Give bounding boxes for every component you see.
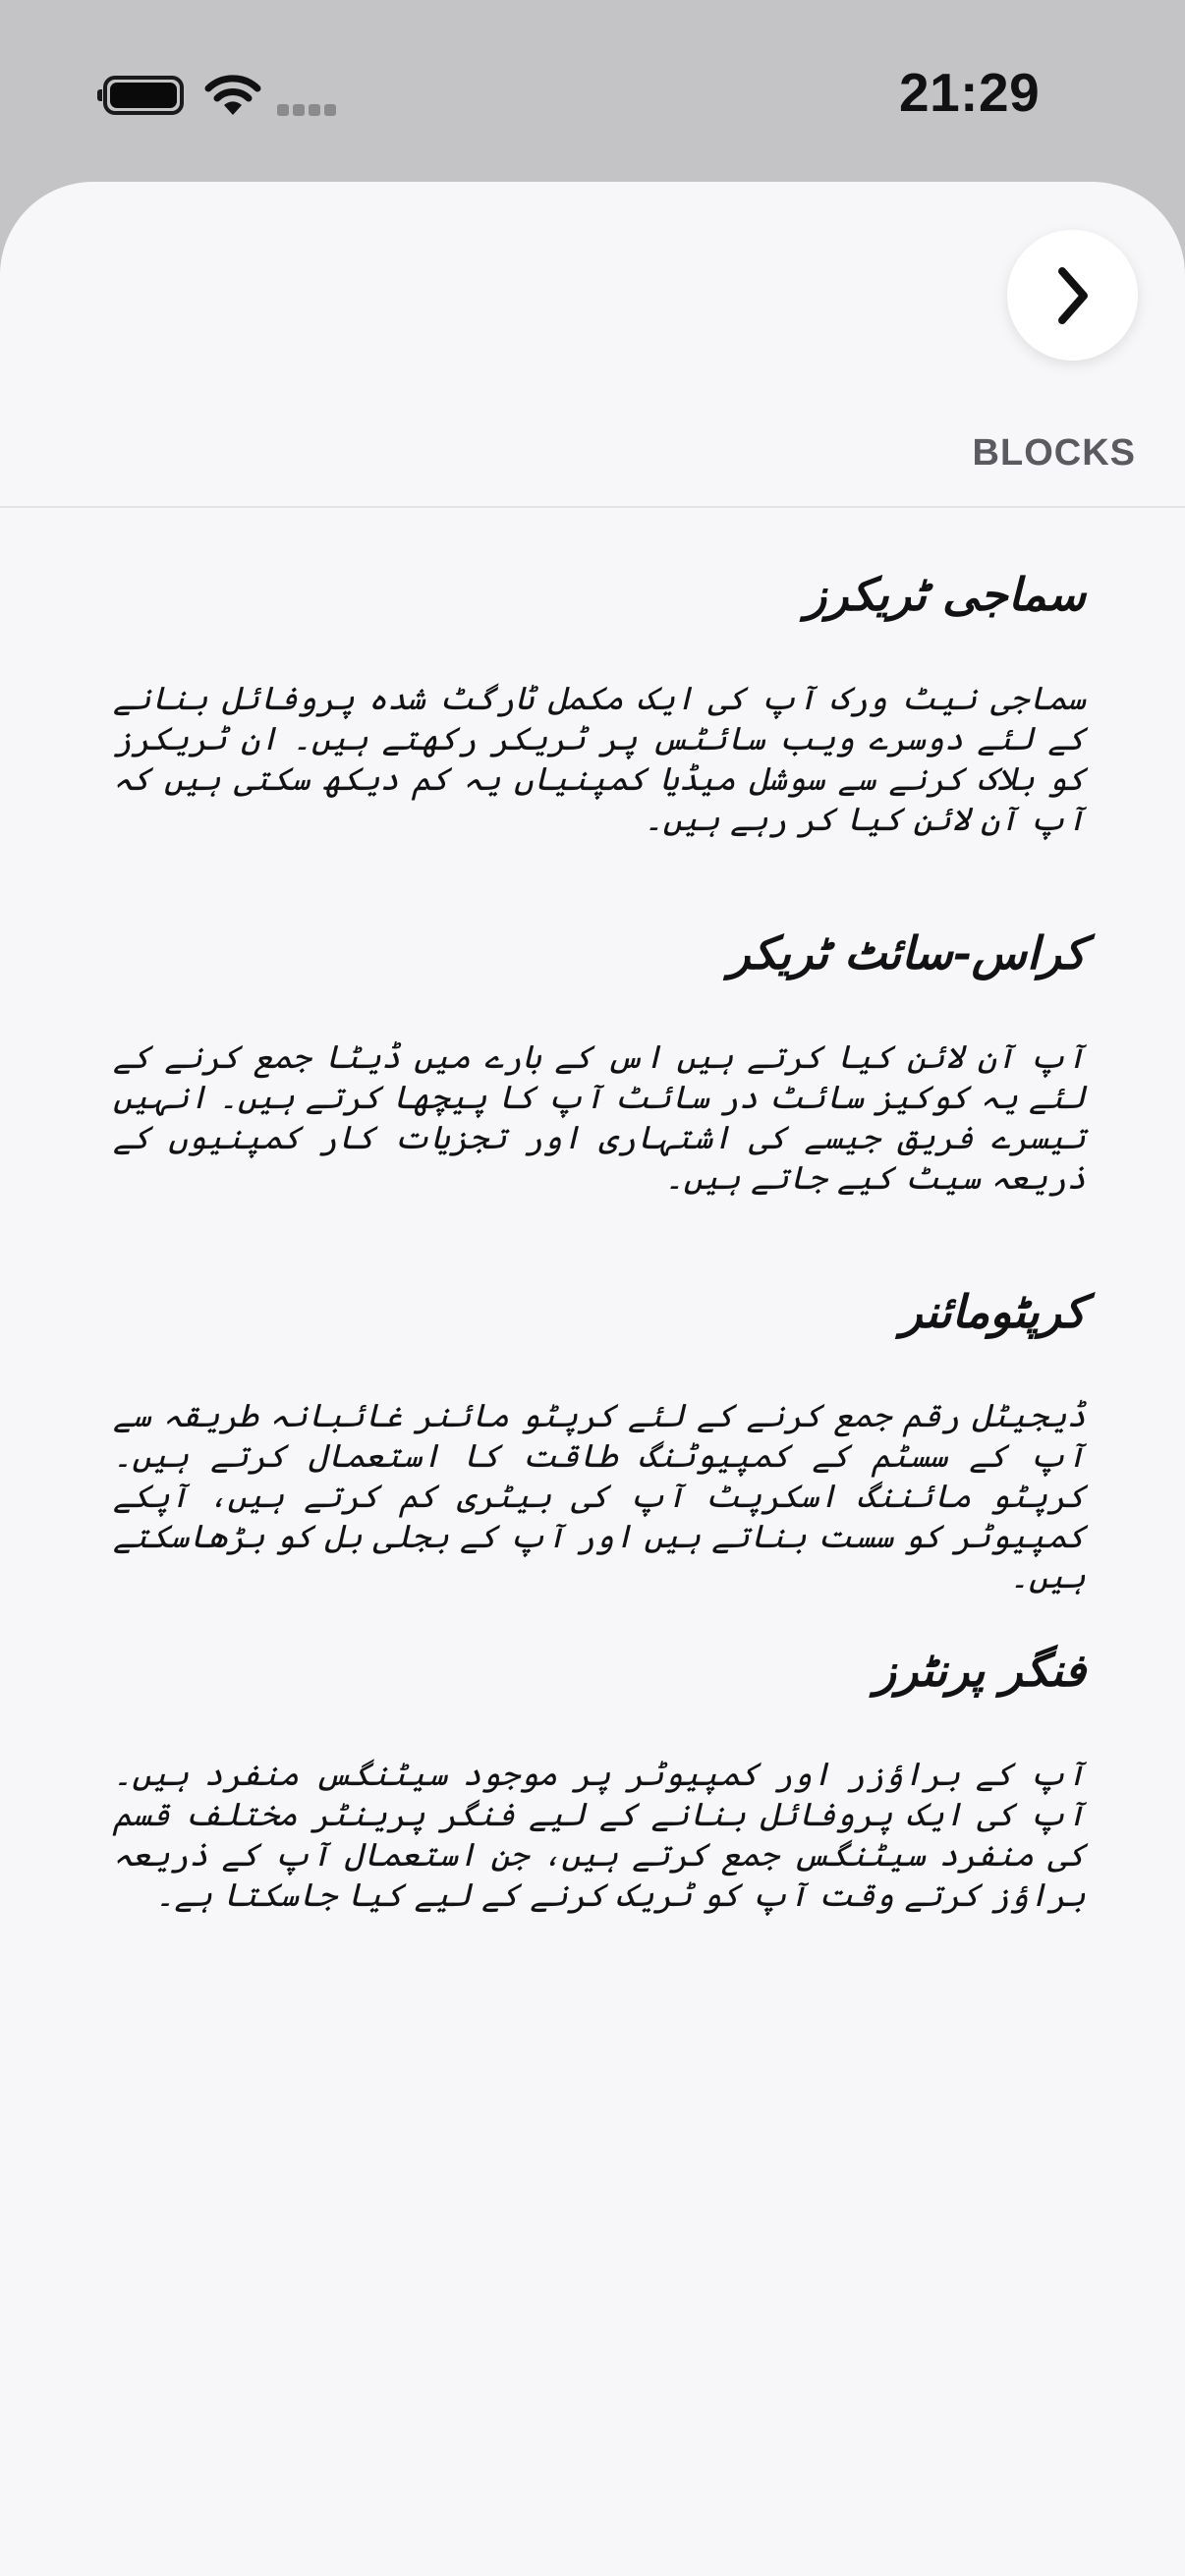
chevron-right-icon <box>1048 261 1098 330</box>
next-button[interactable] <box>1007 230 1138 361</box>
section-heading: فنگر پرنٹرز <box>874 1644 1086 1697</box>
blocks-tab[interactable]: BLOCKS <box>972 432 1136 474</box>
wifi-icon <box>203 72 262 117</box>
section-heading: کراس-سائٹ ٹریکر <box>728 926 1086 980</box>
cellular-signal-icon <box>277 104 338 116</box>
status-time: 21:29 <box>899 62 1041 123</box>
status-bar <box>0 0 1185 182</box>
battery-icon <box>103 76 184 115</box>
section-body: آپ آن لائن کیا کرتے ہیں اس کے بارے میں ڈیٹا جمع کرنے کے لئے یہ کوکیز سائٹ در سائٹ آپ کا پیچھا کرتے ہیں۔ انہیں تیسرے فریق جیسے کی اشتہاری اور تجزیات کار کمپنیوں کے ذریعہ سیٹ کیے جاتے ہیں۔ <box>113 1037 1086 1197</box>
section-heading: سماجی ٹریکرز <box>805 568 1086 621</box>
section-body: سماجی نیٹ ورک آپ کی ایک مکمل ٹارگٹ شدہ پروفائل بنانے کے لئے دوسرے ویب سائٹس پر ٹریکر رکھتے ہیں۔ ان ٹریکرز کو بلاک کرنے سے سوشل میڈیا کمپنیاں یہ کم دیکھ سکتی ہیں کہ آپ آن لائن کیا کر رہے ہیں۔ <box>113 679 1086 838</box>
section-fingerprinters <box>113 1641 1086 1999</box>
section-cryptominers <box>113 1282 1086 1641</box>
tracker-list <box>113 565 1086 1999</box>
section-heading: کرپٹومائنر <box>900 1285 1086 1338</box>
section-cross-site-trackers <box>113 924 1086 1282</box>
section-social-trackers <box>113 565 1086 924</box>
content-sheet <box>0 182 1185 2576</box>
header-divider <box>0 506 1185 508</box>
section-body: آپ کے براؤزر اور کمپیوٹر پر موجود سیٹنگس منفرد ہیں۔ آپ کی ایک پروفائل بنانے کے لیے فنگر پرینٹر مختلف قسم کی منفرد سیٹنگس جمع کرتے ہیں، جن استعمال آپ کے ذریعہ براؤز کرتے وقت آپ کو ٹریک کرنے کے لیے کیا جاسکتا ہے۔ <box>113 1755 1086 1914</box>
section-body: ڈیجیٹل رقم جمع کرنے کے لئے کرپٹو مائنر غائبانہ طریقہ سے آپ کے سسٹم کے کمپیوٹنگ طاقت کا استعمال کرتے ہیں۔ کرپٹو مائننگ اسکرپٹ آپ کی بیٹری کم کرتے ہیں، آپکے کمپیوٹر کو سست بناتے ہیں اور آپ کے بجلی بل کو بڑھاسکتے ہیں۔ <box>113 1396 1086 1596</box>
